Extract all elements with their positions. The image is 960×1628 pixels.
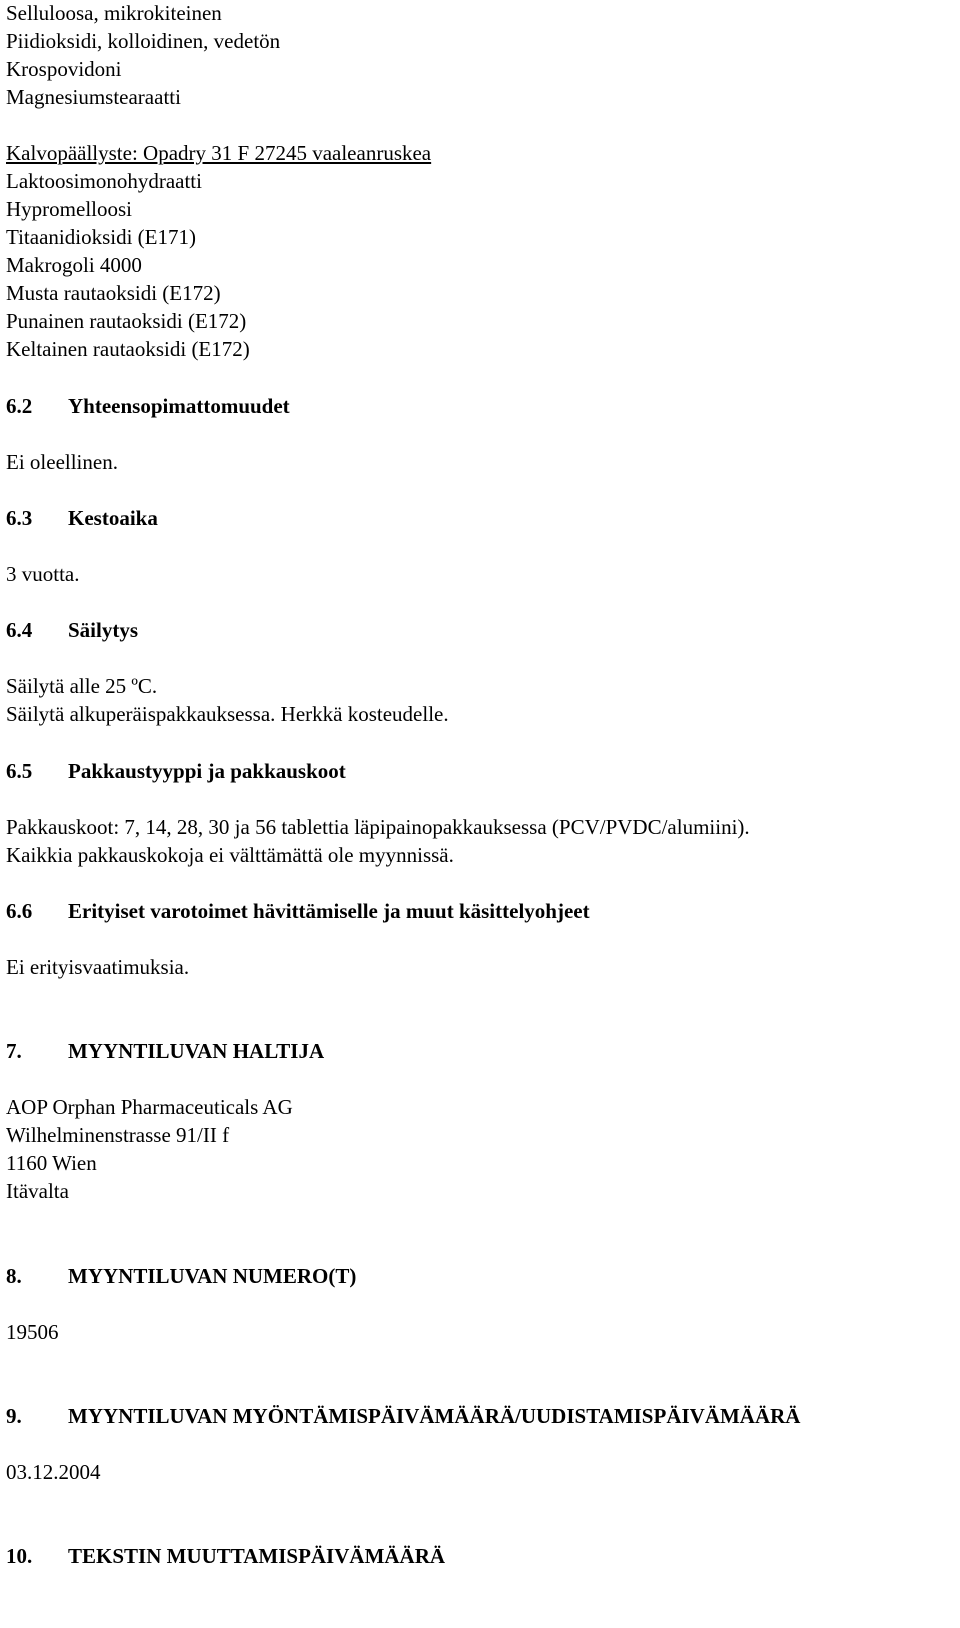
section-heading-9 (6, 1403, 800, 1429)
section-heading-8 (6, 1263, 356, 1289)
section-body: Ei oleellinen. (6, 450, 118, 474)
coating-heading: Kalvopäällyste: Opadry 31 F 27245 vaaleanruskea (6, 141, 432, 165)
section-number: 9. (6, 1404, 22, 1428)
coating-item: Keltainen rautaoksidi (E172) (6, 337, 250, 361)
section-body: Pakkauskoot: 7, 14, 28, 30 ja 56 tablettia läpipainopakkauksessa (PCV/PVDC/alumiini). (6, 815, 750, 839)
section-heading-10 (6, 1543, 445, 1569)
section-number: 6.5 (6, 759, 33, 783)
holder-line: AOP Orphan Pharmaceuticals AG (6, 1095, 293, 1119)
section-title: Kestoaika (68, 506, 158, 530)
coating-item: Musta rautaoksidi (E172) (6, 281, 221, 305)
holder-line: Itävalta (6, 1179, 69, 1203)
section-number: 6.2 (6, 394, 33, 418)
section-body: 3 vuotta. (6, 562, 80, 586)
section-title: Säilytys (68, 618, 139, 642)
section-title: MYYNTILUVAN HALTIJA (68, 1039, 325, 1063)
holder-line: Wilhelminenstrasse 91/II f (6, 1123, 230, 1147)
section-body: Ei erityisvaatimuksia. (6, 955, 190, 979)
coating-item: Titaanidioksidi (E171) (6, 225, 196, 249)
ingredient-line: Selluloosa, mikrokiteinen (6, 1, 222, 25)
section-heading-6-2 (6, 393, 290, 419)
section-number: 8. (6, 1264, 22, 1288)
coating-item: Hypromelloosi (6, 197, 132, 221)
section-heading-6-3 (6, 505, 158, 531)
section-heading-6-6 (6, 898, 590, 924)
holder-line: 1160 Wien (6, 1151, 97, 1175)
section-number: 6.4 (6, 618, 33, 642)
section-number: 6.6 (6, 899, 33, 923)
section-title: MYYNTILUVAN MYÖNTÄMISPÄIVÄMÄÄRÄ/UUDISTAMISPÄIVÄMÄÄRÄ (68, 1404, 801, 1428)
section-number: 6.3 (6, 506, 33, 530)
section-body: Säilytä alle 25 ºC. (6, 674, 158, 698)
coating-item: Punainen rautaoksidi (E172) (6, 309, 247, 333)
section-title: TEKSTIN MUUTTAMISPÄIVÄMÄÄRÄ (68, 1544, 446, 1568)
section-heading-7 (6, 1038, 324, 1064)
section-body: Kaikkia pakkauskokoja ei välttämättä ole myynnissä. (6, 843, 454, 867)
coating-item: Laktoosimonohydraatti (6, 169, 202, 193)
authorisation-date: 03.12.2004 (6, 1460, 101, 1484)
section-title: Erityiset varotoimet hävittämiselle ja muut käsittelyohjeet (68, 899, 590, 923)
ingredient-line: Magnesiumstearaatti (6, 85, 181, 109)
section-number: 7. (6, 1039, 22, 1063)
section-title: Pakkaustyyppi ja pakkauskoot (68, 759, 346, 783)
ingredient-line: Piidioksidi, kolloidinen, vedetön (6, 29, 281, 53)
authorisation-number: 19506 (6, 1320, 59, 1344)
section-heading-6-4 (6, 617, 138, 643)
coating-item: Makrogoli 4000 (6, 253, 142, 277)
section-body: Säilytä alkuperäispakkauksessa. Herkkä kosteudelle. (6, 702, 449, 726)
section-number: 10. (6, 1544, 33, 1568)
section-heading-6-5 (6, 758, 346, 784)
ingredient-line: Krospovidoni (6, 57, 122, 81)
section-title: Yhteensopimattomuudet (68, 394, 290, 418)
section-title: MYYNTILUVAN NUMERO(T) (68, 1264, 357, 1288)
